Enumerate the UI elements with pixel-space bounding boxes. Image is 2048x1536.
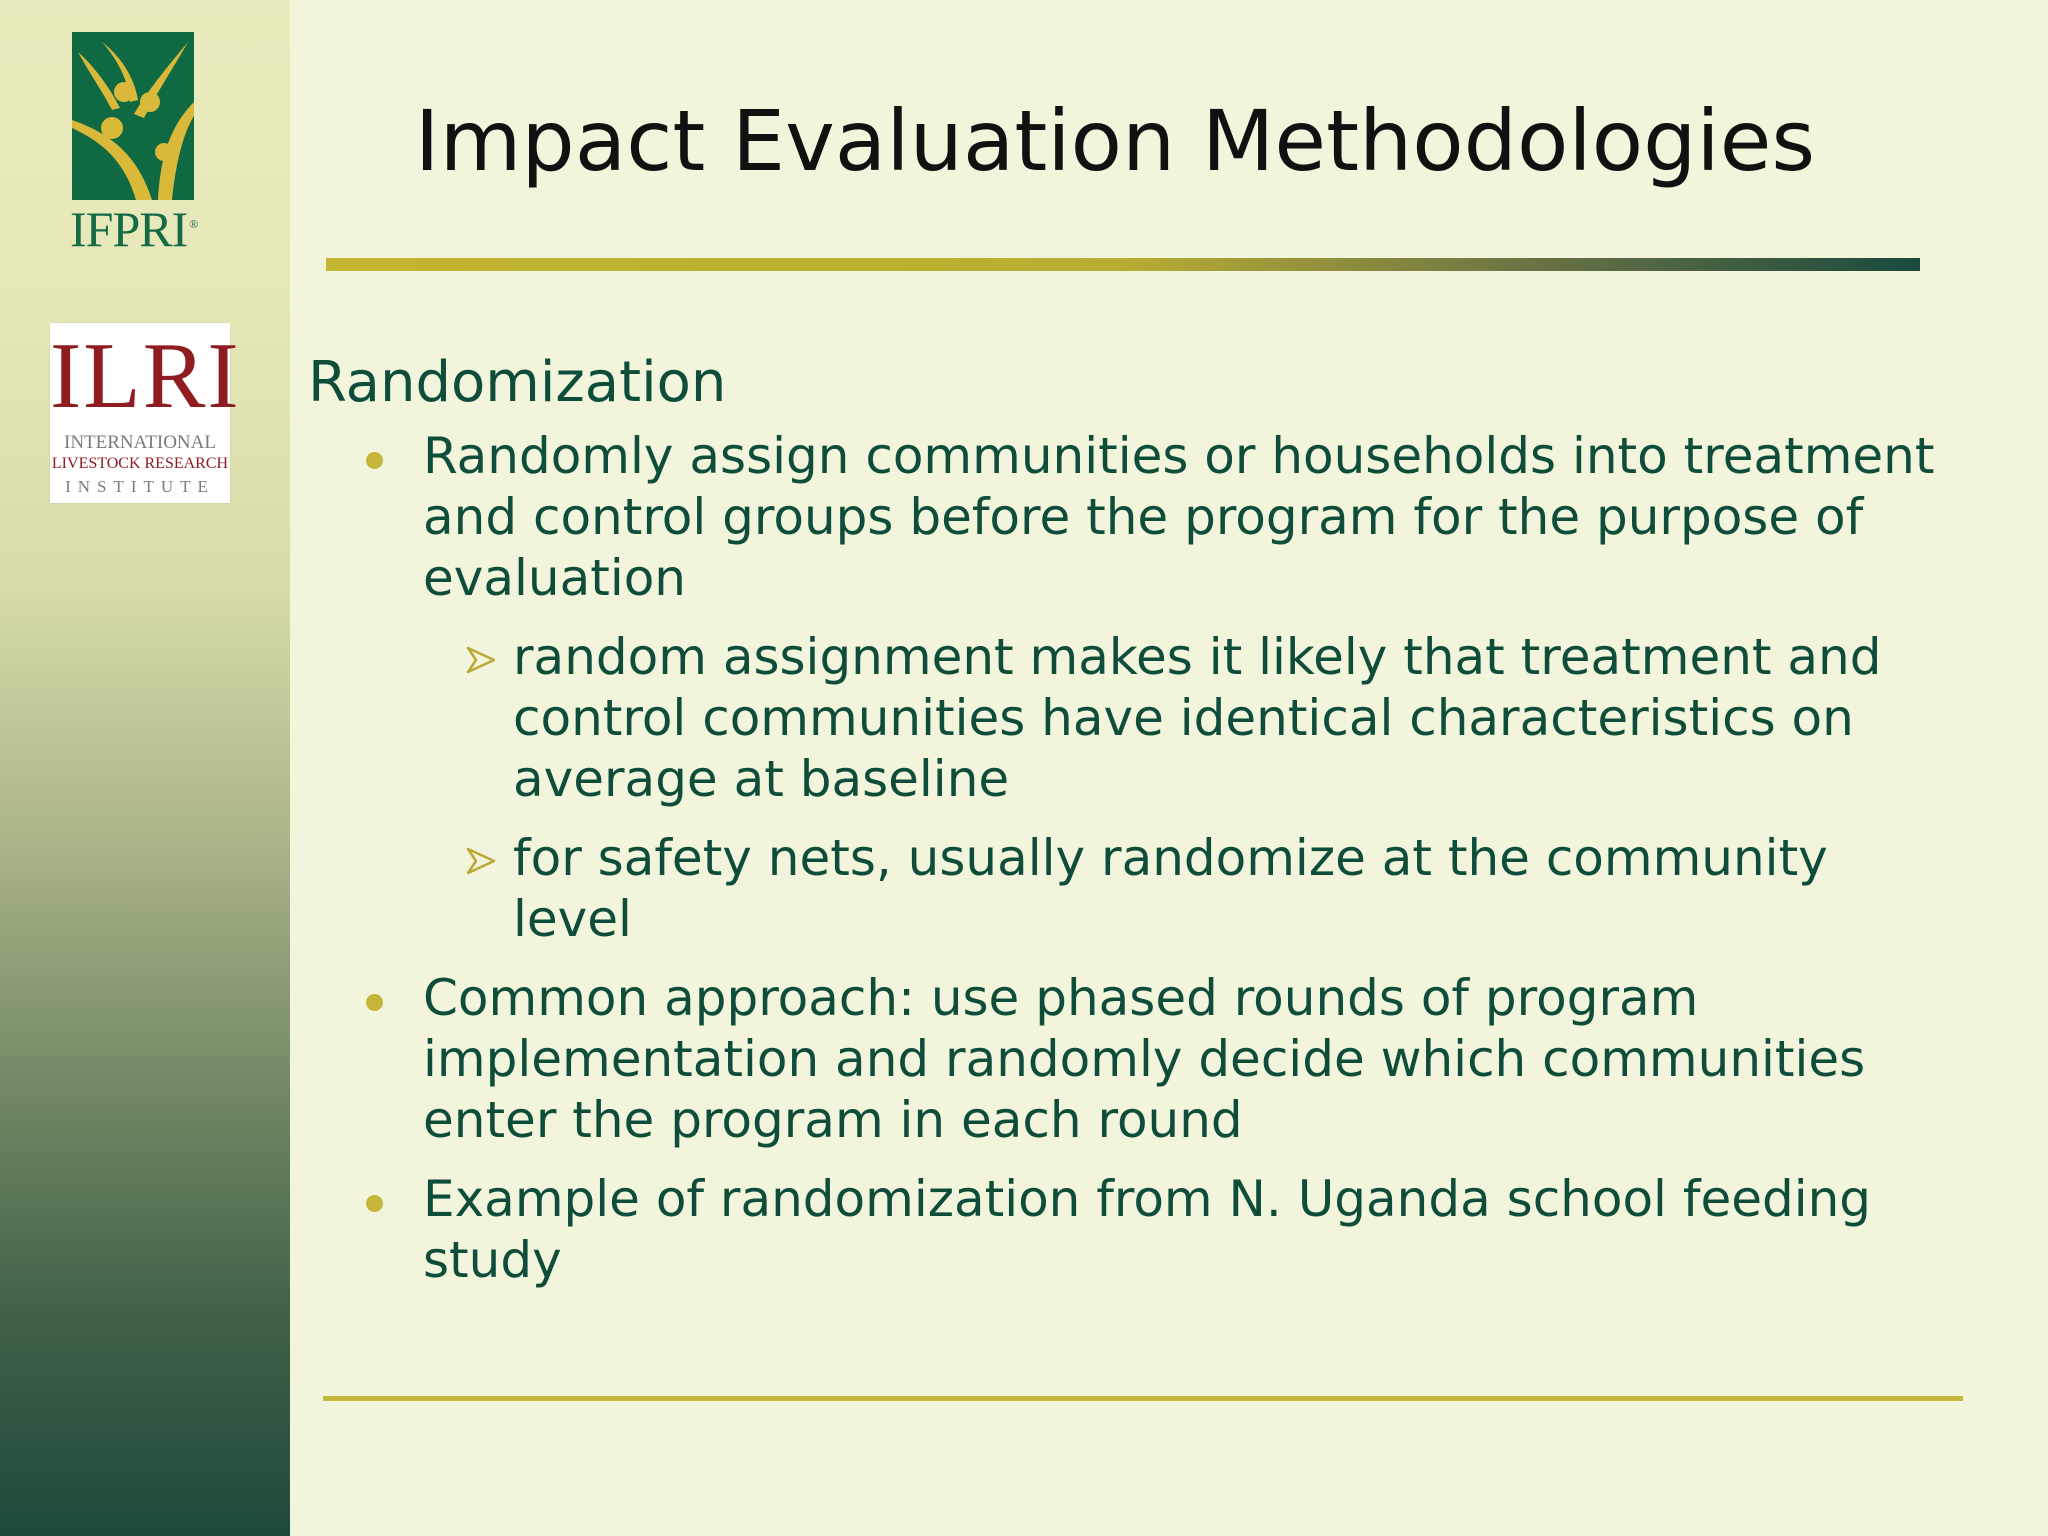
sub-bullet-text-line: control communities have identical characteristics on: [513, 689, 1854, 747]
footer-divider: [323, 1396, 1963, 1401]
ifpri-wordmark: IFPRI ®: [70, 201, 198, 257]
slide-content: [308, 346, 1988, 1309]
slide-title: Impact Evaluation Methodologies: [414, 92, 1816, 190]
sub-bullet-item: [308, 828, 1988, 950]
arrow-bullet-icon: [464, 844, 498, 878]
bullet-text-line: and control groups before the program for the purpose of: [423, 488, 1864, 546]
sub-bullet-list: [423, 627, 1988, 950]
round-bullet-icon: [366, 452, 383, 469]
ilri-tagline-line1: INTERNATIONAL: [64, 432, 216, 453]
ilri-wordmark: ILRI: [50, 324, 241, 428]
bullet-item: [308, 968, 1988, 1151]
bullet-text-line: evaluation: [423, 549, 686, 607]
bullet-item: [308, 1169, 1988, 1291]
ilri-logo: [50, 323, 241, 503]
bullet-text-line: Common approach: use phased rounds of program: [423, 969, 1699, 1027]
sub-bullet-text-line: random assignment makes it likely that treatment and: [513, 628, 1882, 686]
ilri-tagline-line3: INSTITUTE: [65, 477, 215, 496]
ifpri-emblem-icon: [72, 32, 194, 200]
section-heading: Randomization: [308, 350, 727, 415]
round-bullet-icon: [366, 994, 383, 1011]
sub-bullet-item: [308, 627, 1988, 810]
sidebar: [0, 0, 290, 1536]
bullet-text-line: Example of randomization from N. Uganda school feeding: [423, 1170, 1872, 1228]
ilri-tagline-line2: LIVESTOCK RESEARCH: [51, 455, 229, 472]
bullet-text-line: study: [423, 1231, 562, 1289]
bullet-text-line: Randomly assign communities or households into treatment: [423, 427, 1935, 485]
sub-bullet-text-line: level: [513, 890, 632, 948]
round-bullet-icon: [366, 1195, 383, 1212]
sub-bullet-text-line: for safety nets, usually randomize at the community: [513, 829, 1828, 887]
sub-bullet-text-line: average at baseline: [513, 750, 1010, 808]
arrow-bullet-icon: [464, 643, 498, 677]
bullet-item: [308, 426, 1988, 950]
title-divider: [326, 258, 1920, 271]
ifpri-logo: [70, 32, 215, 262]
bullet-text-line: enter the program in each round: [423, 1091, 1243, 1149]
bullet-text-line: implementation and randomly decide which communities: [423, 1030, 1866, 1088]
